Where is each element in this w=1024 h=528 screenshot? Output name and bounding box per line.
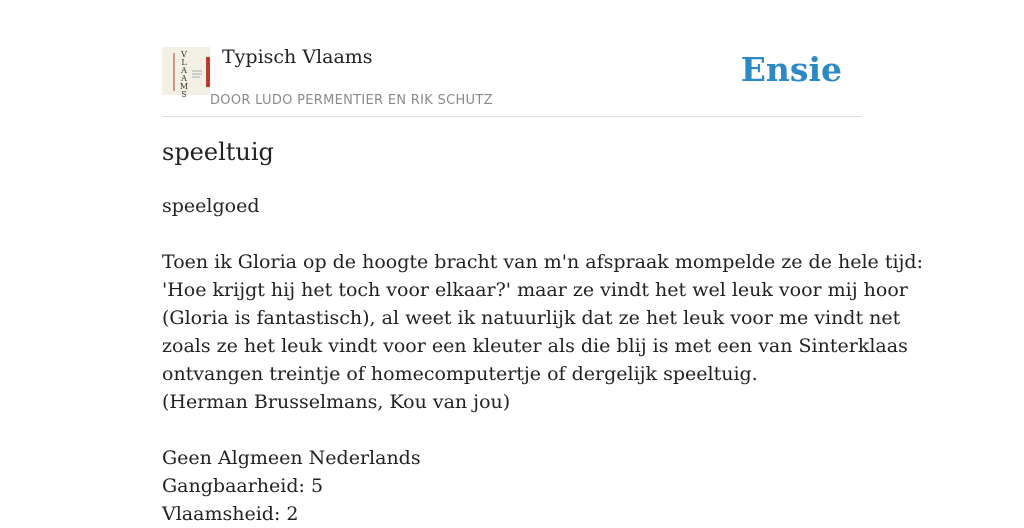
dictionary-title[interactable]: Typisch Vlaams (222, 46, 373, 68)
book-cover-logo-icon (162, 47, 210, 99)
spacer (162, 220, 862, 248)
entry-definition: speelgoed (162, 195, 260, 217)
logo-letter: S (181, 90, 187, 99)
dictionary-authors: DOOR LUDO PERMENTIER EN RIK SCHUTZ (210, 93, 493, 108)
logo-letter: L (181, 58, 187, 67)
quote-line: ontvangen treintje of homecomputertje of dergelijk speeltuig. (162, 363, 758, 385)
ensie-brand-logo[interactable]: Ensie (740, 50, 842, 89)
entry-frequency: Gangbaarheid: 5 (162, 475, 324, 497)
quote-line: (Gloria is fantastisch), al weet ik natuurlijk dat ze het leuk voor me vindt net (162, 307, 901, 329)
quote-line: zoals ze het leuk vindt voor een kleuter als die blij is met een van Sinterklaas (162, 335, 908, 357)
spacer (162, 416, 862, 444)
entry-term: speeltuig (162, 138, 274, 166)
entry-flemishness: Vlaamsheid: 2 (162, 503, 299, 525)
quote-source: (Herman Brusselmans, Kou van jou) (162, 391, 511, 413)
dictionary-header (162, 40, 862, 117)
quote-line: 'Hoe krijgt hij het toch voor elkaar?' maar ze vindt het wel leuk voor mij hoor (162, 279, 908, 301)
logo-letter: A (181, 66, 187, 75)
dictionary-logo[interactable] (162, 47, 210, 99)
logo-letter: A (181, 74, 187, 83)
entry-status: Geen Algmeen Nederlands (162, 447, 421, 469)
logo-letter: V (181, 50, 187, 59)
logo-letter: M (179, 82, 189, 91)
entry-quote (162, 248, 923, 388)
quote-line: Toen ik Gloria op de hoogte bracht van m'n afspraak mompelde ze de hele tijd: (162, 251, 923, 273)
entry-content (162, 192, 923, 528)
